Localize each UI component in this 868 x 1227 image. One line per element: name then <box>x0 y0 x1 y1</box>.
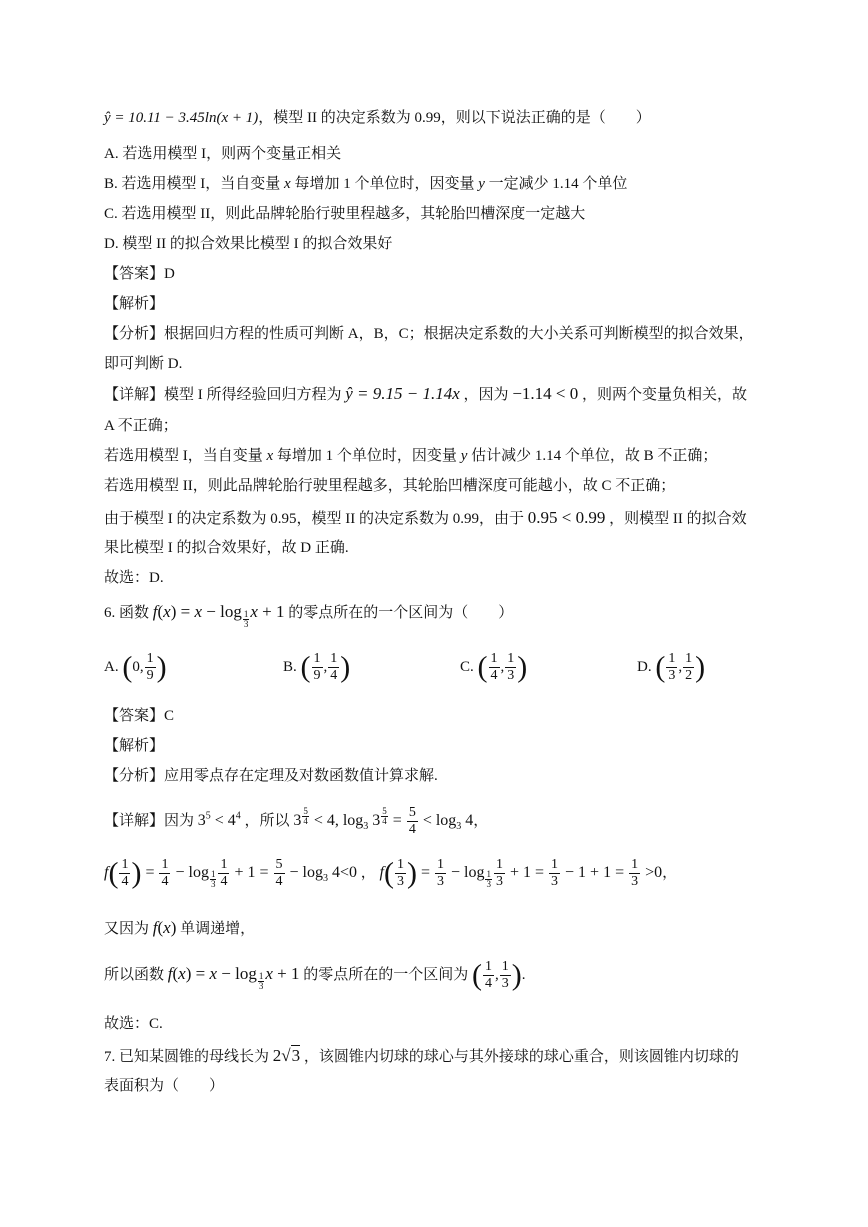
q5-detail-line4: 若选用模型 II，则此品牌轮胎行驶里程越多，其轮胎凹槽深度可能越小，故 C 不正确； <box>104 478 676 494</box>
q5-detail-line2: A 不正确； <box>104 418 178 434</box>
q6-detail-line4: 所以函数 f(x) = x − log $_{\frac{1}{3}}$ x + 1 的零点所在的一个区间为 ( $\frac{1}{4}$ , $\frac{1}{3}$ ). <box>104 958 526 992</box>
q5-model2-equation: ŷ = 10.11 − 3.45ln(x + 1) <box>104 110 259 126</box>
q5-option-b: B. 若选用模型 I，当自变量 x 每增加 1 个单位时，因变量 y 一定减少 1.14 个单位 <box>104 176 628 192</box>
q6-stem: 6. 函数 f(x) = x − log $_{\frac{1}{3}}$ x + 1 的零点所在的一个区间为（ ） <box>104 602 514 629</box>
q7-stem-line2: 表面积为（ ） <box>104 1078 225 1094</box>
q5-answer: 【答案】D <box>104 266 175 282</box>
q5-conclusion: 故选：D. <box>104 570 164 586</box>
q6-option-a: A. (0, $\frac{1}{9}$ ) <box>104 650 167 684</box>
q5-jiexi-heading: 【解析】 <box>104 296 165 312</box>
q5-detail-line6: 果比模型 I 的拟合效果好，故 D 正确. <box>104 540 349 556</box>
q6-f-one-third: f( $\frac{1}{3}$ ) = $\frac{1}{3}$ − log $_{\frac{1}{3}}$ $\frac{1}{3}$ + 1 = $\frac{1}{3}$ − 1 + 1 = $\frac{1}{3}$ >0 <box>379 856 663 890</box>
q6-answer: 【答案】C <box>104 708 175 724</box>
q5-option-c: C. 若选用模型 II，则此品牌轮胎行驶里程越多，其轮胎凹槽深度一定越大 <box>104 206 586 222</box>
q6-detail-line3: 又因为 f(x) 单调递增， <box>104 918 256 937</box>
q6-fenxi: 【分析】应用零点存在定理及对数函数值计算求解. <box>104 768 438 784</box>
q5-option-d: D. 模型 II 的拟合效果比模型 I 的拟合效果好 <box>104 236 393 252</box>
q5-intro-text: ，模型 II 的决定系数为 0.99，则以下说法正确的是（ ） <box>258 110 651 126</box>
q6-option-c: C. ( $\frac{1}{4}$ , $\frac{1}{3}$ ) <box>460 650 528 684</box>
q6-option-b: B. ( $\frac{1}{9}$ , $\frac{1}{4}$ ) <box>283 650 351 684</box>
q6-conclusion: 故选：C. <box>104 1016 163 1032</box>
q6-detail-line1: 【详解】因为 $3^5 < 4^4$ ，所以 3 $^{\frac{5}{4}}$ < 4, $\log_3 3$ $^{\frac{5}{4}}$ = $\frac{5}{4}$ < $\log_3 4$， <box>104 805 489 837</box>
q5-option-a: A. 若选用模型 I，则两个变量正相关 <box>104 146 342 162</box>
q5-detail-line3: 若选用模型 I，当自变量 x 每增加 1 个单位时，因变量 y 估计减少 1.14 个单位，故 B 不正确； <box>104 448 718 464</box>
q5-detail-line1: 【详解】模型 I 所得经验回归方程为 ŷ = 9.15 − 1.14x ，因为 −1.14 < 0 ，则两个变量负相关，故 <box>104 384 748 403</box>
q6-detail-line2: f( $\frac{1}{4}$ ) = $\frac{1}{4}$ − log $_{\frac{1}{3}}$ $\frac{1}{4}$ + 1 = $\frac{5}{4}$ − $\log_3 4<0$ ， f( $\frac{1}{3}$ ) = $\frac{1}{3}$ − log $_{\frac{1}{3}}$ $\frac{1}{3}$ + 1 = $\frac{1}{3}$ − 1 + 1 = $\frac{1}{3}$ >0， <box>104 856 678 890</box>
q6-f-one-quarter: f( $\frac{1}{4}$ ) = $\frac{1}{4}$ − log $_{\frac{1}{3}}$ $\frac{1}{4}$ + 1 = $\frac{5}{4}$ − $\log_3 4<0$ <box>104 856 357 890</box>
q5-fenxi-line1: 【分析】根据回归方程的性质可判断 A，B，C；根据决定系数的大小关系可判断模型的拟合效果， <box>104 326 754 342</box>
q5-intro-line <box>104 108 651 128</box>
q5-fenxi-line2: 即可判断 D. <box>104 356 183 372</box>
q5-detail-line5: 由于模型 I 的决定系数为 0.95，模型 II 的决定系数为 0.99，由于 0.95 < 0.99 ，则模型 II 的拟合效 <box>104 508 747 527</box>
q5-model1-equation: ŷ = 9.15 − 1.14x <box>345 384 460 403</box>
q6-jiexi-heading: 【解析】 <box>104 738 165 754</box>
q7-slant-length: 2√3 <box>272 1046 301 1065</box>
q7-stem-line1: 7. 已知某圆锥的母线长为 2√3 ，该圆锥内切球的球心与其外接球的球心重合，则该圆锥内切球的 <box>104 1046 739 1065</box>
q6-option-d: D. ( $\frac{1}{3}$ , $\frac{1}{2}$ ) <box>637 650 706 684</box>
q6-function-expr: f(x) = x − log $_{\frac{1}{3}}$ x + 1 <box>152 602 285 629</box>
